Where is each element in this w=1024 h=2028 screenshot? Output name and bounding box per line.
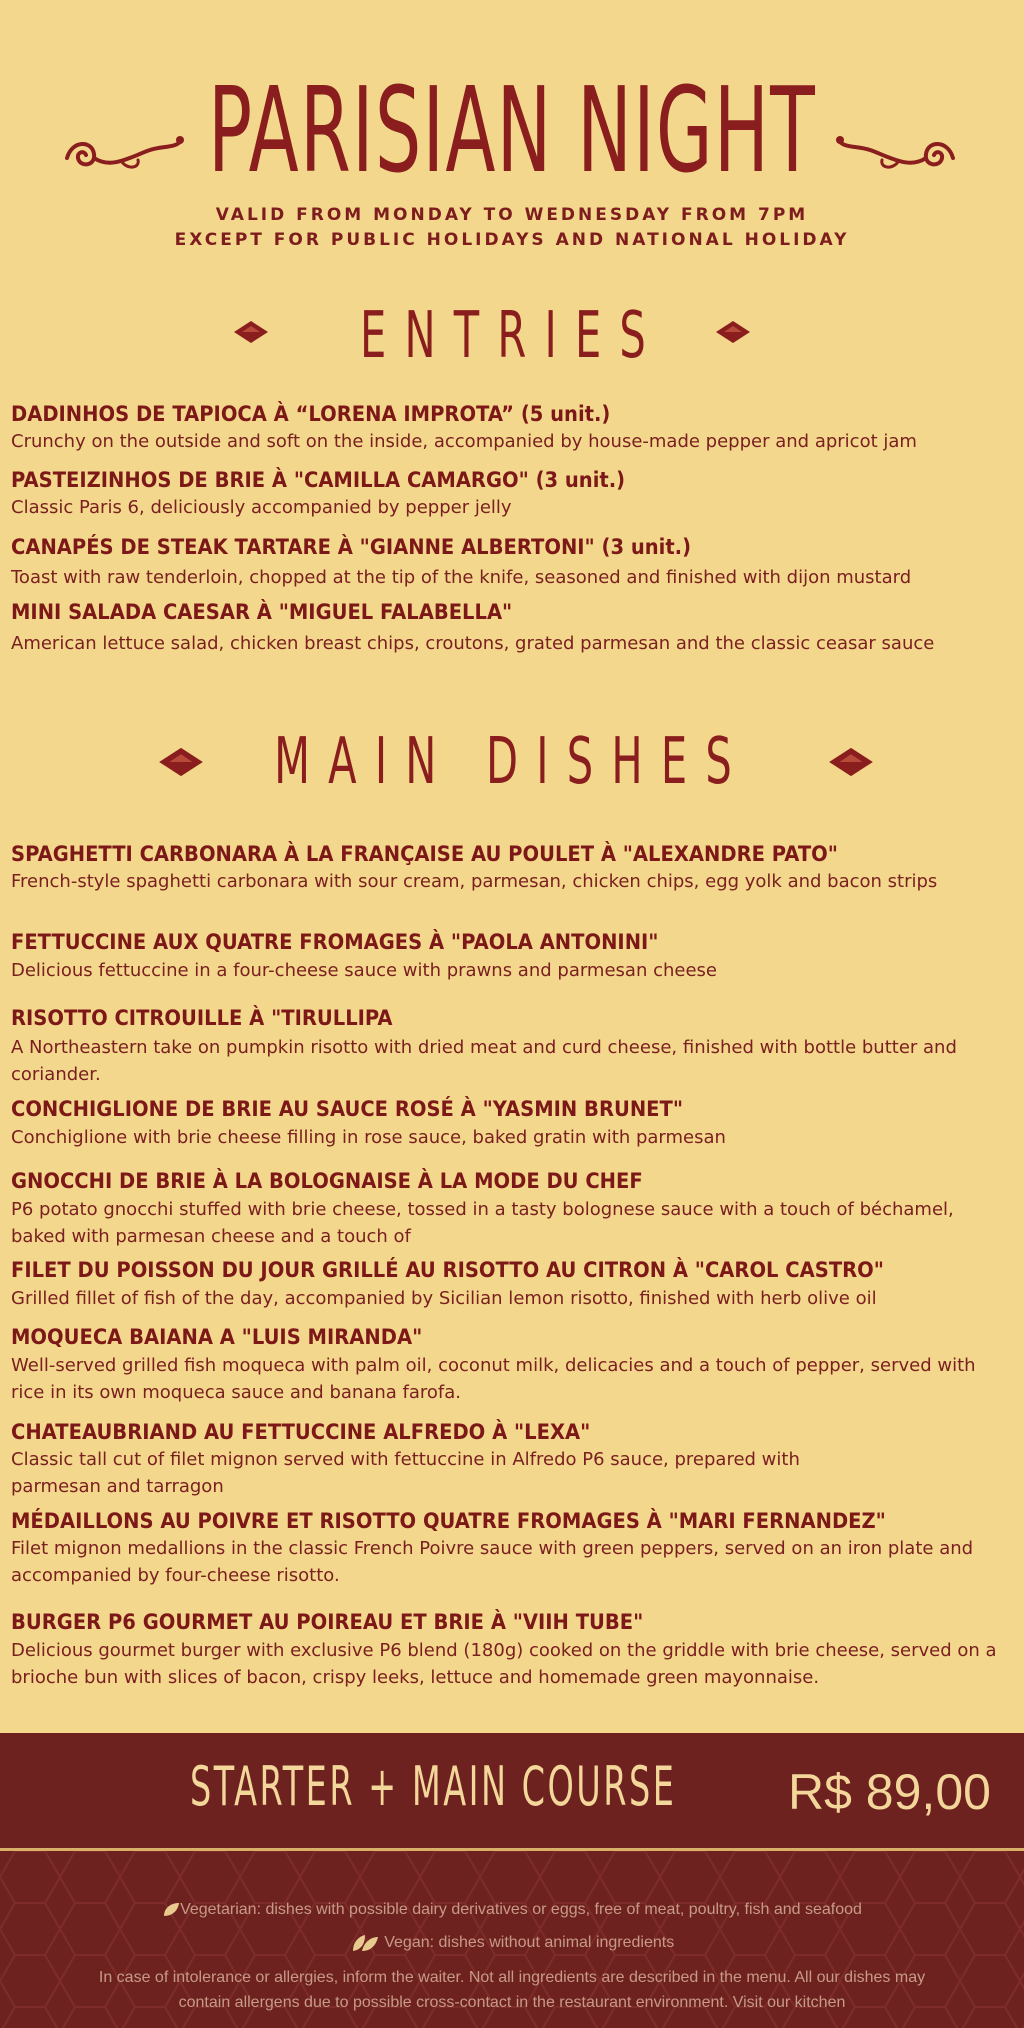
combo-price-bar (0, 1733, 1024, 1848)
main-item-name: MÉDAILLONS AU POIVRE ET RISOTTO QUATRE FROMAGES À "MARI FERNANDEZ" (11, 1509, 886, 1533)
main-item-name: RISOTTO CITROUILLE À "TIRULLIPA (11, 1006, 393, 1030)
vegan-note (0, 1933, 1024, 1953)
main-item-name: BURGER P6 GOURMET AU POIREAU ET BRIE À "VIIH TUBE" (11, 1610, 644, 1634)
main-item-desc: Delicious gourmet burger with exclusive P6 blend (180g) cooked on the griddle with brie cheese, served on a brioche bun with slices of bacon, crispy leeks, lettuce and homemade green mayonnaise. (11, 1640, 997, 1688)
footer (0, 1733, 1024, 2028)
entries-title: ENTRIES (359, 299, 665, 373)
main-item-desc: Well-served grilled fish moqueca with palm oil, coconut milk, delicacies and a touch of pepper, served with rice in its own moqueca sauce and banana farofa. (11, 1355, 976, 1403)
entry-item-name: CANAPÉS DE STEAK TARTARE À "GIANNE ALBERTONI" (3 unit.) (11, 535, 692, 559)
mains-section-header (0, 722, 1024, 802)
leaf-icon (162, 1902, 180, 1918)
entry-item-desc: Classic Paris 6, deliciously accompanied by pepper jelly (11, 497, 512, 518)
subtitle-line-1: VALID FROM MONDAY TO WEDNESDAY FROM 7PM (215, 205, 809, 225)
entry-item-name: MINI SALADA CAESAR À "MIGUEL FALABELLA" (11, 600, 513, 624)
main-item-name: FETTUCCINE AUX QUATRE FROMAGES À "PAOLA ANTONINI" (11, 930, 659, 954)
mains-title: MAIN DISHES (274, 725, 750, 799)
swirl-ornament-left-icon (62, 128, 192, 178)
subtitle-line-2: EXCEPT FOR PUBLIC HOLIDAYS AND NATIONAL HOLIDAY (174, 230, 850, 250)
header (0, 60, 1024, 200)
swirl-ornament-right-icon (828, 128, 958, 178)
entry-item-desc: Toast with raw tenderloin, chopped at the tip of the knife, seasoned and finished with dijon mustard (11, 567, 912, 588)
page-title: PARISIAN NIGHT (207, 61, 817, 199)
diamond-ornament-icon (826, 744, 876, 780)
main-item-name: CONCHIGLIONE DE BRIE AU SAUCE ROSÉ À "YASMIN BRUNET" (11, 1097, 684, 1121)
main-item-name: GNOCCHI DE BRIE À LA BOLOGNAISE À LA MODE DU CHEF (11, 1169, 643, 1193)
main-item-name: FILET DU POISSON DU JOUR GRILLÉ AU RISOTTO AU CITRON À "CAROL CASTRO" (11, 1258, 884, 1282)
main-item-desc: P6 potato gnocchi stuffed with brie cheese, tossed in a tasty bolognese sauce with a touch of béchamel, baked with parmesan cheese and a touch of (11, 1199, 954, 1247)
main-item-name: SPAGHETTI CARBONARA À LA FRANÇAISE AU POULET À "ALEXANDRE PATO" (11, 842, 838, 866)
combo-label: STARTER + MAIN COURSE (190, 1755, 677, 1818)
allergy-note-line-2: contain allergens due to possible cross-contact in the restaurant environment. Visit our kitchen (178, 1994, 846, 2011)
vegetarian-note (0, 1901, 1024, 1919)
main-item-desc: Delicious fettuccine in a four-cheese sauce with prawns and parmesan cheese (11, 960, 717, 981)
double-leaf-icon (350, 1933, 380, 1953)
vegetarian-note-text: Vegetarian: dishes with possible dairy derivatives or eggs, free of meat, poultry, fish and seafood (180, 1901, 862, 1918)
entry-item-name: PASTEIZINHOS DE BRIE À "CAMILLA CAMARGO" (3 unit.) (11, 468, 626, 492)
entry-item-desc: American lettuce salad, chicken breast chips, croutons, grated parmesan and the classic ceasar sauce (11, 633, 935, 654)
main-item-desc: French-style spaghetti carbonara with sour cream, parmesan, chicken chips, egg yolk and bacon strips (11, 871, 938, 892)
main-item-desc: Conchiglione with brie cheese filling in rose sauce, baked gratin with parmesan (11, 1127, 726, 1148)
main-item-desc: Classic tall cut of filet mignon served with fettuccine in Alfredo P6 sauce, prepared with parmesan and tarragon (11, 1449, 800, 1497)
allergy-note-line-1: In case of intolerance or allergies, inform the waiter. Not all ingredients are described in the menu. All our dishes may (98, 1969, 926, 1986)
combo-price: R$ 89,00 (788, 1764, 991, 1820)
main-item-desc: A Northeastern take on pumpkin risotto with dried meat and curd cheese, finished with bottle butter and coriander. (11, 1037, 957, 1085)
main-item-name: MOQUECA BAIANA A "LUIS MIRANDA" (11, 1325, 423, 1349)
main-item-desc: Filet mignon medallions in the classic French Poivre sauce with green peppers, served on an iron plate and accompanied by four-cheese risotto. (11, 1538, 974, 1586)
entries-section-header (0, 296, 1024, 376)
entry-item-name: DADINHOS DE TAPIOCA À “LORENA IMPROTA” (5 unit.) (11, 402, 611, 426)
entry-item-desc: Crunchy on the outside and soft on the inside, accompanied by house-made pepper and apricot jam (11, 431, 917, 452)
main-item-name: CHATEAUBRIAND AU FETTUCCINE ALFREDO À "LEXA" (11, 1420, 591, 1444)
diamond-ornament-icon (714, 318, 752, 346)
main-item-desc: Grilled fillet of fish of the day, accompanied by Sicilian lemon risotto, finished with herb olive oil (11, 1288, 877, 1309)
vegan-note-text: Vegan: dishes without animal ingredients (384, 1934, 675, 1952)
